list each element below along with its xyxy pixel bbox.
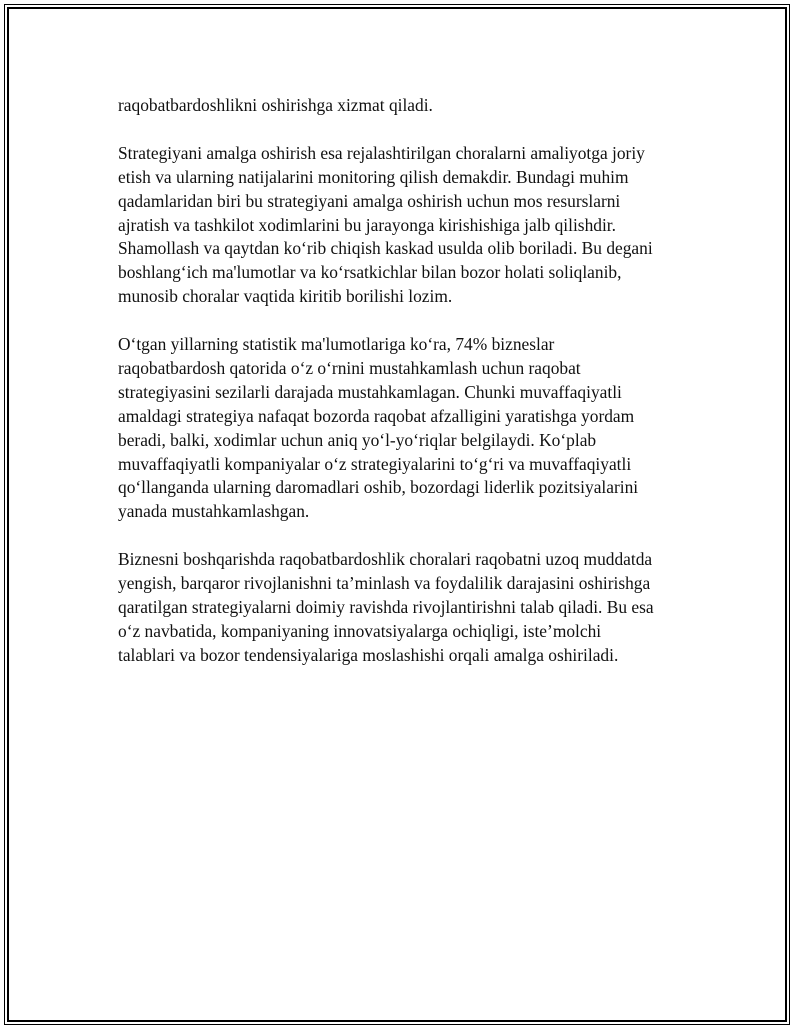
paragraph-2: Strategiyani amalga oshirish esa rejalashtirilgan choralarni amaliyotga joriy etish va ularning natijalarini monitoring qilish demakdir. Bundagi muhim qadamlaridan biri bu strategiyani amalga oshirish uchun mos resurslarni ajratish va tashkilot xodimlarini bu jarayonga kirishishiga jalb qilishdir. Shamollash va qaytdan ko‘rib chiqish kaskad usulda olib boriladi. Bu degani boshlang‘ich ma'lumotlar va ko‘rsatkichlar bilan bozor holati soliqlanib, munosib choralar vaqtida kiritib borilishi lozim. — [118, 142, 653, 307]
paragraph-4: Biznesni boshqarishda raqobatbardoshlik choralari raqobatni uzoq muddatda yengish, barqaror rivojlanishni ta’minlash va foydalilik darajasini oshirishga qaratilgan strategiyalarni doimiy ravishda rivojlantirishni talab qiladi. Bu esa o‘z navbatida, kompaniyaning innovatsiyalarga ochiqligi, iste’molchi talablari va bozor tendensiyalariga moslashishi orqali amalga oshiriladi. — [118, 549, 654, 665]
document-body — [118, 94, 693, 692]
paragraph-1: raqobatbardoshlikni oshirishga xizmat qiladi. — [118, 95, 433, 115]
paragraph-3: O‘tgan yillarning statistik ma'lumotlariga ko‘ra, 74% bizneslar raqobatbardosh qatorida o‘z o‘rnini mustahkamlash uchun raqobat strategiyasini sezilarli darajada mustahkamlagan. Chunki muvaffaqiyatli amaldagi strategiya nafaqat bozorda raqobat afzalligini yaratishga yordam beradi, balki, xodimlar uchun aniq yo‘l-yo‘riqlar belgilaydi. Ko‘plab muvaffaqiyatli kompaniyalar o‘z strategiyalarini to‘g‘ri va muvaffaqiyatli qo‘llanganda ularning daromadlari oshib, bozordagi liderlik pozitsiyalarini yanada mustahkamlashgan. — [118, 334, 639, 522]
